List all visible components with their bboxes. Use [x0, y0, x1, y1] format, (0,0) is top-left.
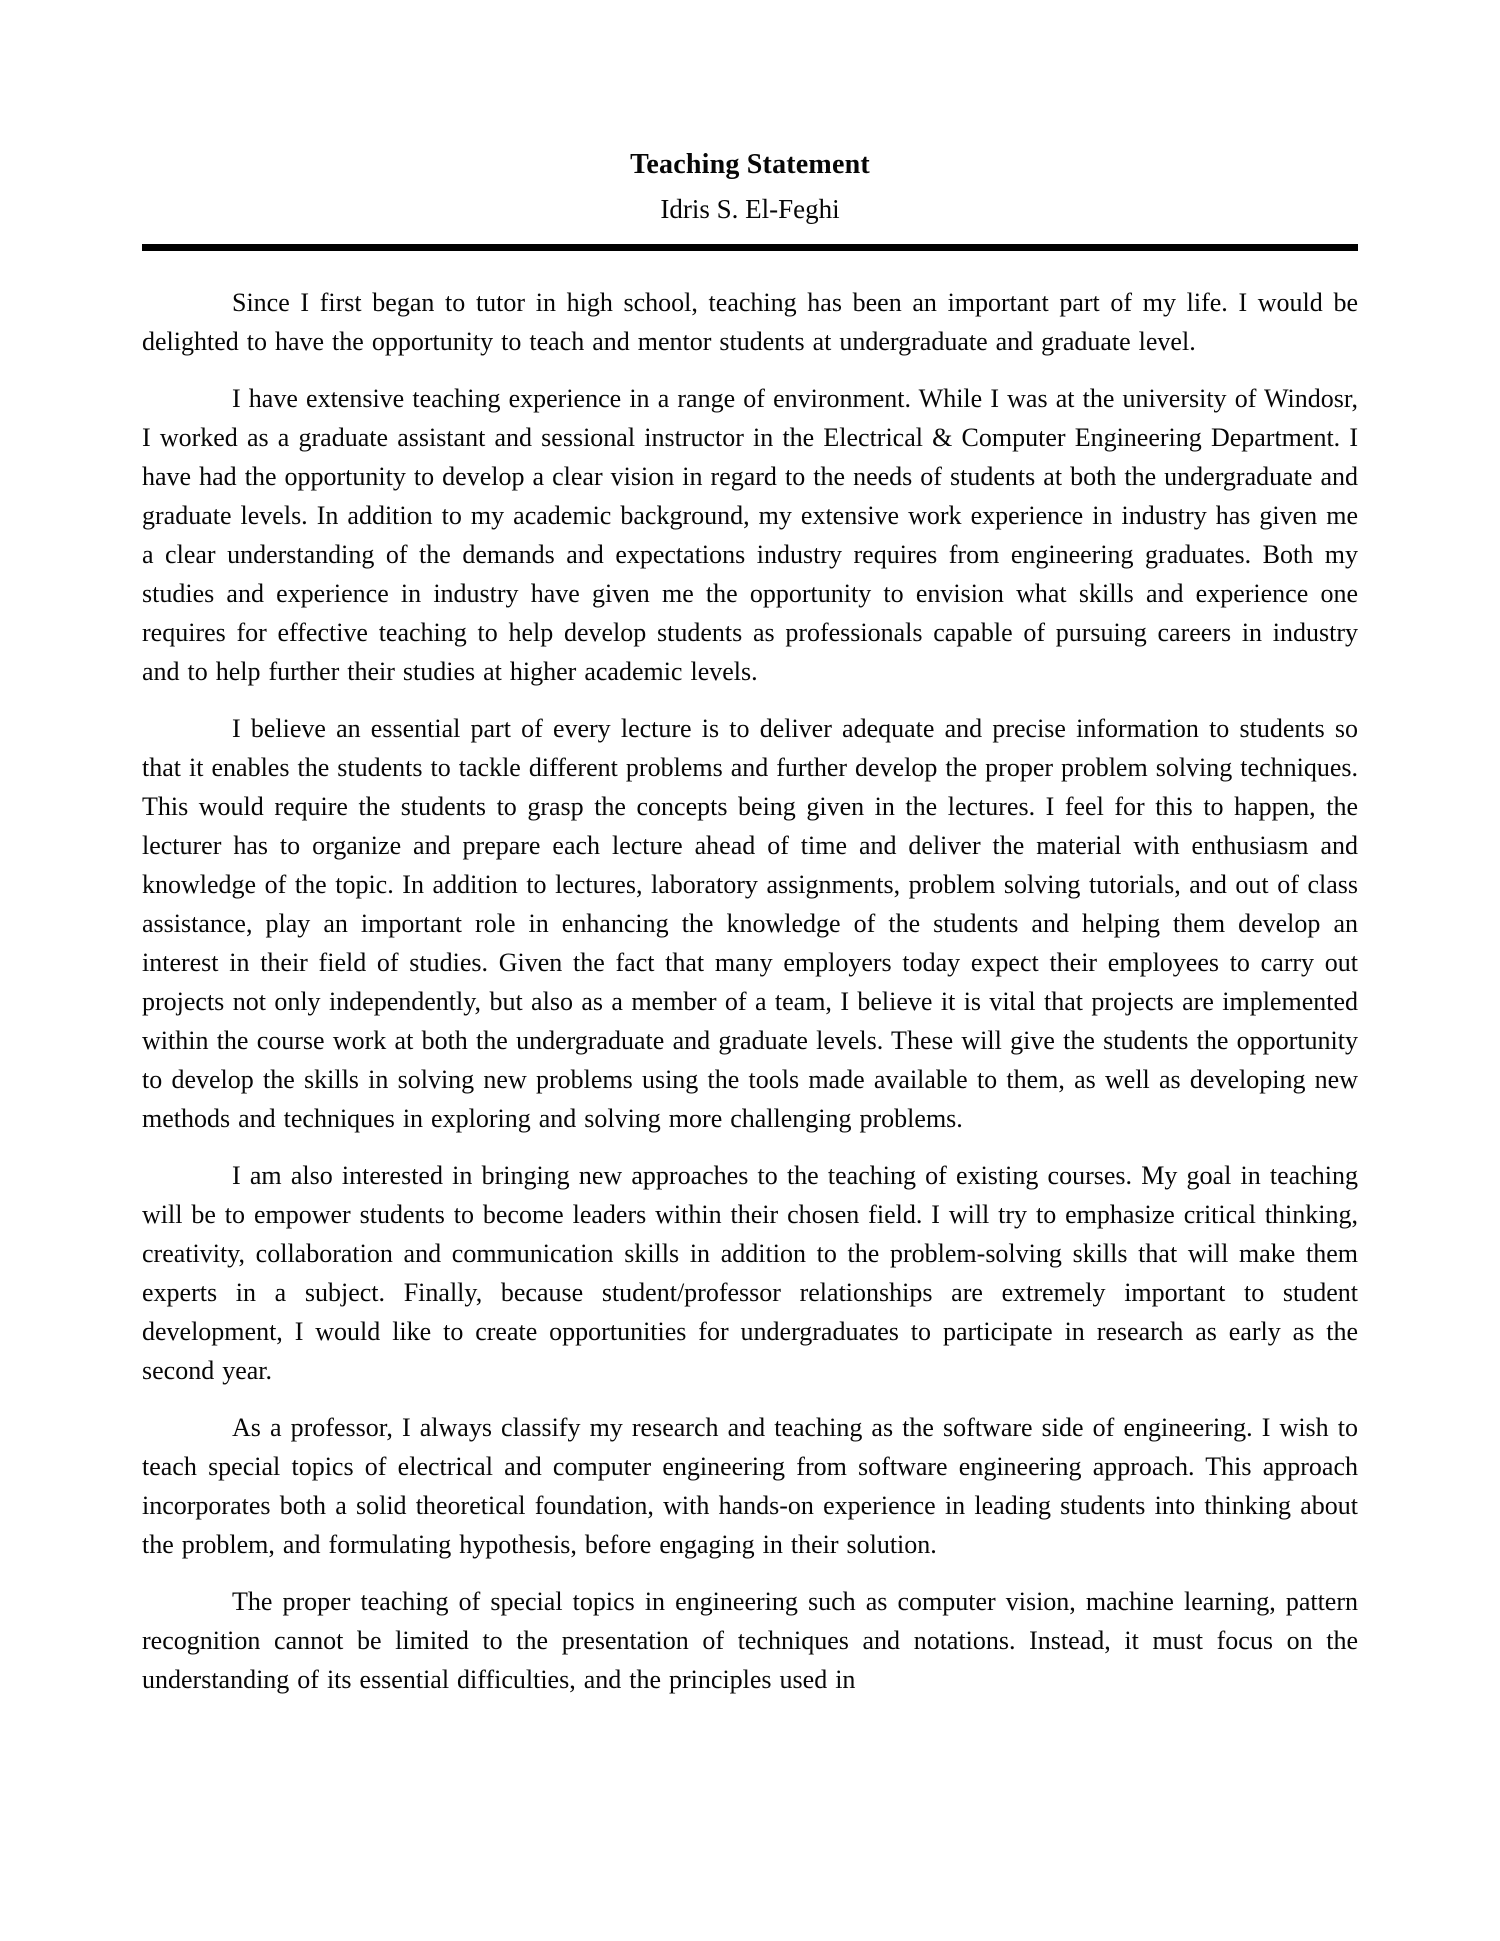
document-title: Teaching Statement — [630, 149, 870, 180]
paragraph-teaching-experience: I have extensive teaching experience in a range of environment. While I was at the university of Windosr, I worked as a graduate assistant and sessional instructor in the Electrical & Computer Engineering Department. I have had the opportunity to develop a clear vision in regard to the needs of students at both the undergraduate and graduate levels. In addition to my academic background, my extensive work experience in industry has given me a clear understanding of the demands and expectations industry requires from engineering graduates. Both my studies and experience in industry have given me the opportunity to envision what skills and experience one requires for effective teaching to help develop students as professionals capable of pursuing careers in industry and to help further their studies at higher academic levels. — [142, 383, 1358, 686]
paragraph-lecture-philosophy: I believe an essential part of every lecture is to deliver adequate and precise information to students so that it enables the students to tackle different problems and further develop the proper problem solving techniques. This would require the students to grasp the concepts being given in the lectures. I feel for this to happen, the lecturer has to organize and prepare each lecture ahead of time and deliver the material with enthusiasm and knowledge of the topic. In addition to lectures, laboratory assignments, problem solving tutorials, and out of class assistance, play an important role in enhancing the knowledge of the students and helping them develop an interest in their field of studies. Given the fact that many employers today expect their employees to carry out projects not only independently, but also as a member of a team, I believe it is vital that projects are implemented within the course work at both the undergraduate and graduate levels. These will give the students the opportunity to develop the skills in solving new problems using the tools made available to them, as well as developing new methods and techniques in exploring and solving more challenging problems. — [142, 713, 1358, 1133]
horizontal-rule — [142, 244, 1358, 251]
document-body — [142, 283, 1358, 1699]
paragraph-software-side: As a professor, I always classify my research and teaching as the software side of engineering. I wish to teach special topics of electrical and computer engineering from software engineering approach. This approach incorporates both a solid theoretical foundation, with hands-on experience in leading students into thinking about the problem, and formulating hypothesis, before engaging in their solution. — [142, 1412, 1358, 1559]
paragraph-new-approaches: I am also interested in bringing new approaches to the teaching of existing courses. My goal in teaching will be to empower students to become leaders within their chosen field. I will try to emphasize critical thinking, creativity, collaboration and communication skills in addition to the problem-solving skills that will make them experts in a subject. Finally, because student/professor relationships are extremely important to student development, I would like to create opportunities for undergraduates to participate in research as early as the second year. — [142, 1160, 1358, 1385]
paragraph-intro: Since I first began to tutor in high school, teaching has been an important part of my life. I would be delighted to have the opportunity to teach and mentor students at undergraduate and graduate level. — [142, 287, 1358, 356]
paragraph-special-topics: The proper teaching of special topics in engineering such as computer vision, machine learning, pattern recognition cannot be limited to the presentation of techniques and notations. Instead, it must focus on the understanding of its essential difficulties, and the principles used in — [142, 1586, 1358, 1694]
document-author: Idris S. El-Feghi — [660, 193, 840, 224]
